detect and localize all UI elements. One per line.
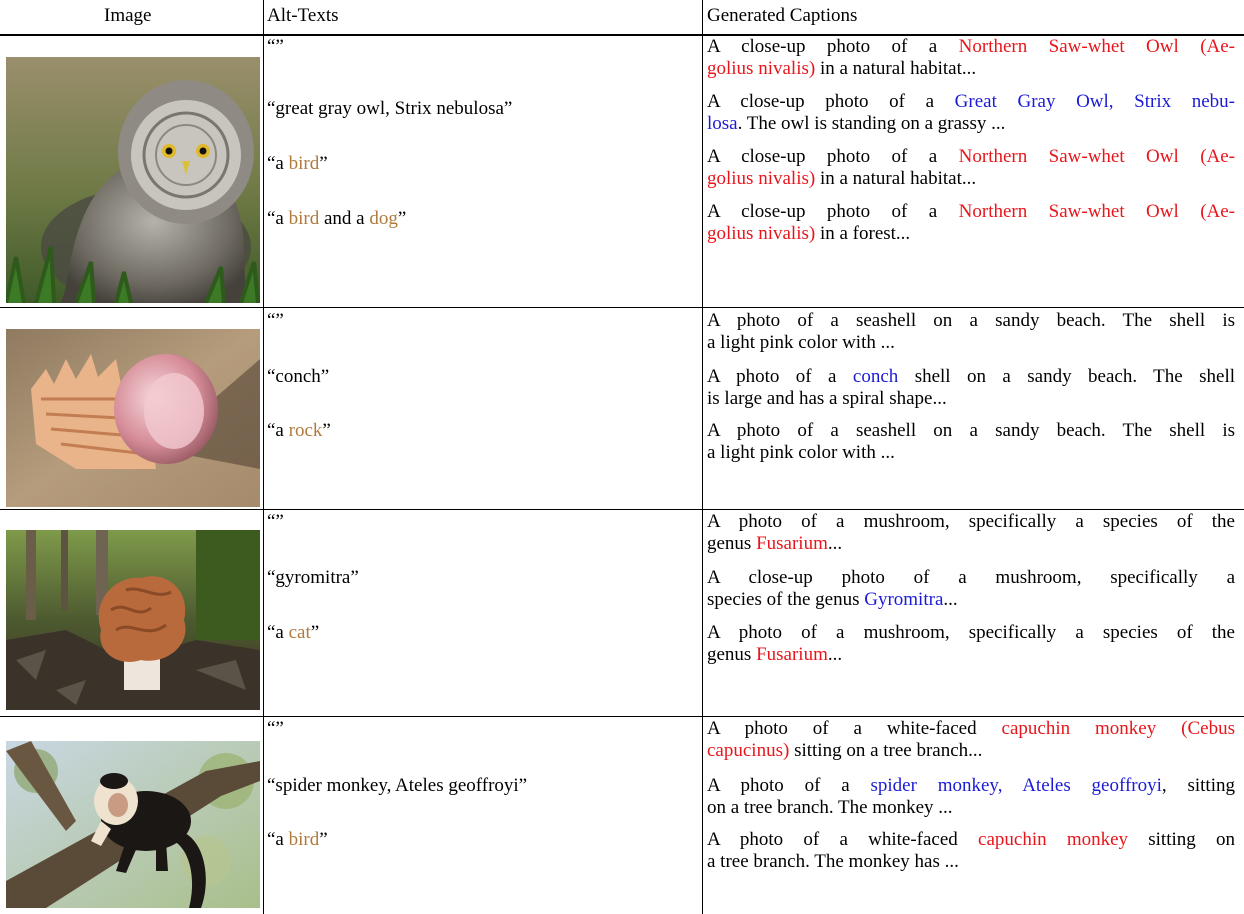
mushroom-photo [6,530,260,710]
row-rule-2 [0,509,1244,510]
caption-line [707,589,1235,611]
caption-line [707,740,1235,762]
header-alt-texts: Alt-Texts [267,5,339,26]
caption-row3-2 [707,567,1235,611]
text-segment: “” [267,36,284,57]
text-segment: A photo of a white-faced [707,829,979,850]
caption-line [707,775,1235,797]
text-segment: A photo of a mushroom, specifically a species of the [707,622,1235,643]
caption-row1-1 [707,36,1235,80]
caption-line [707,442,1235,464]
text-segment: ” [319,153,328,174]
highlighted-term: spider monkey, Ateles geoffroyi [870,775,1162,796]
caption-line [707,644,1235,666]
alt-text-row3-2 [267,567,692,589]
header-image: Image [104,5,152,26]
alt-text-row1-2 [267,98,692,120]
text-segment: “spider monkey, Ateles geoffroyi” [267,775,528,796]
alt-text-row3-3 [267,622,692,644]
caption-row2-1 [707,310,1235,354]
highlighted-term: Fusarium [756,644,828,665]
text-segment: in a natural habitat... [815,58,977,79]
text-segment: “a [267,208,289,229]
column-rule-2 [702,0,703,914]
text-segment: in a forest... [815,223,911,244]
caption-row4-1 [707,718,1235,762]
highlighted-term: cat [288,622,311,643]
caption-row1-2 [707,91,1235,135]
text-segment: ” [319,829,328,850]
text-segment: ” [322,420,331,441]
caption-row1-3 [707,146,1235,190]
caption-line [707,201,1235,223]
caption-line [707,797,1235,819]
text-segment: , sitting [1161,775,1235,796]
caption-line [707,113,1235,135]
highlighted-term: bird [288,153,320,174]
text-segment: A close-up photo of a [707,201,959,222]
text-segment: ” [397,208,407,229]
highlighted-term: Northern Saw-whet Owl (Ae- [958,146,1235,167]
text-segment: a light pink color with ... [707,442,895,463]
caption-line [707,223,1235,245]
text-segment: “” [267,718,284,739]
text-segment: shell on a sandy beach. The shell [898,366,1235,387]
text-segment: A photo of a seashell on a sandy beach. The shell is [707,310,1235,331]
highlighted-term: Northern Saw-whet Owl (Ae- [958,36,1235,57]
text-segment: A close-up photo of a [707,146,959,167]
text-segment: . The owl is standing on a grassy ... [737,113,1006,134]
caption-line [707,310,1235,332]
caption-row4-3 [707,829,1235,873]
text-segment: “a [267,420,289,441]
column-rule-1 [263,0,264,914]
highlighted-term: golius nivalis) [707,223,816,244]
alt-text-row2-1 [267,310,692,332]
text-segment: species of the genus [707,589,865,610]
caption-line [707,533,1235,555]
text-segment: A photo of a white-faced [707,718,1002,739]
caption-line [707,567,1235,589]
text-segment: “gyromitra” [267,567,359,588]
caption-line [707,146,1235,168]
caption-line [707,91,1235,113]
highlighted-term: losa [707,113,738,134]
caption-line [707,511,1235,533]
text-segment: “a [267,153,289,174]
caption-line [707,420,1235,442]
owl-photo [6,57,260,303]
text-segment: genus [707,533,757,554]
text-segment: sitting on a tree branch... [789,740,983,761]
caption-line [707,829,1235,851]
text-segment: “great gray owl, Strix nebulosa” [267,98,513,119]
text-segment: “” [267,310,284,331]
caption-line [707,332,1235,354]
text-segment: A photo of a [707,775,871,796]
text-segment: genus [707,644,757,665]
highlighted-term: capuchin monkey [978,829,1129,850]
alt-text-row1-1 [267,36,692,58]
text-segment: ... [827,644,843,665]
alt-text-row4-1 [267,718,692,740]
alt-text-row1-4 [267,208,692,230]
alt-text-row4-3 [267,829,692,851]
alt-text-row2-3 [267,420,692,442]
text-segment: ... [827,533,843,554]
text-segment: ” [310,622,320,643]
row-rule-1 [0,307,1244,308]
highlighted-term: Gyromitra [864,589,944,610]
highlighted-term: capuchin monkey (Cebus [1001,718,1235,739]
text-segment: A close-up photo of a [707,91,955,112]
highlighted-term: bird [288,829,320,850]
highlighted-term: golius nivalis) [707,58,816,79]
highlighted-term: capucinus) [707,740,790,761]
text-segment: a light pink color with ... [707,332,895,353]
highlighted-term: Northern Saw-whet Owl (Ae- [958,201,1235,222]
text-segment: “a [267,829,289,850]
conch-photo [6,329,260,507]
highlighted-term: rock [288,420,323,441]
highlighted-term: golius nivalis) [707,168,816,189]
monkey-photo [6,741,260,908]
alt-text-row1-3 [267,153,692,175]
caption-row3-1 [707,511,1235,555]
header-generated-captions: Generated Captions [707,5,858,26]
caption-line [707,58,1235,80]
caption-line [707,36,1235,58]
text-segment: a tree branch. The monkey has ... [707,851,959,872]
text-segment: on a tree branch. The monkey ... [707,797,953,818]
highlighted-term: Great Gray Owl, Strix nebu- [954,91,1235,112]
caption-row2-3 [707,420,1235,464]
alt-text-row3-1 [267,511,692,533]
highlighted-term: dog [369,208,398,229]
caption-line [707,366,1235,388]
text-segment: A close-up photo of a mushroom, specifically a [707,567,1235,588]
caption-row4-2 [707,775,1235,819]
text-segment: A photo of a [707,366,853,387]
highlighted-term: bird [288,208,320,229]
text-segment: “a [267,622,289,643]
text-segment: sitting on [1128,829,1235,850]
caption-row3-3 [707,622,1235,666]
text-segment: in a natural habitat... [815,168,977,189]
text-segment: A photo of a seashell on a sandy beach. The shell is [707,420,1235,441]
alt-text-row4-2 [267,775,692,797]
text-segment: ... [943,589,958,610]
caption-line [707,718,1235,740]
caption-line [707,851,1235,873]
caption-line [707,388,1235,410]
alt-text-row2-2 [267,366,692,388]
text-segment: is large and has a spiral shape... [707,388,947,409]
text-segment: and a [319,208,370,229]
text-segment: A photo of a mushroom, specifically a species of the [707,511,1235,532]
caption-line [707,168,1235,190]
caption-row2-2 [707,366,1235,410]
caption-line [707,622,1235,644]
highlighted-term: Fusarium [756,533,828,554]
caption-row1-4 [707,201,1235,245]
text-segment: “” [267,511,284,532]
highlighted-term: conch [852,366,899,387]
row-rule-3 [0,716,1244,717]
text-segment: “conch” [267,366,330,387]
text-segment: A close-up photo of a [707,36,959,57]
